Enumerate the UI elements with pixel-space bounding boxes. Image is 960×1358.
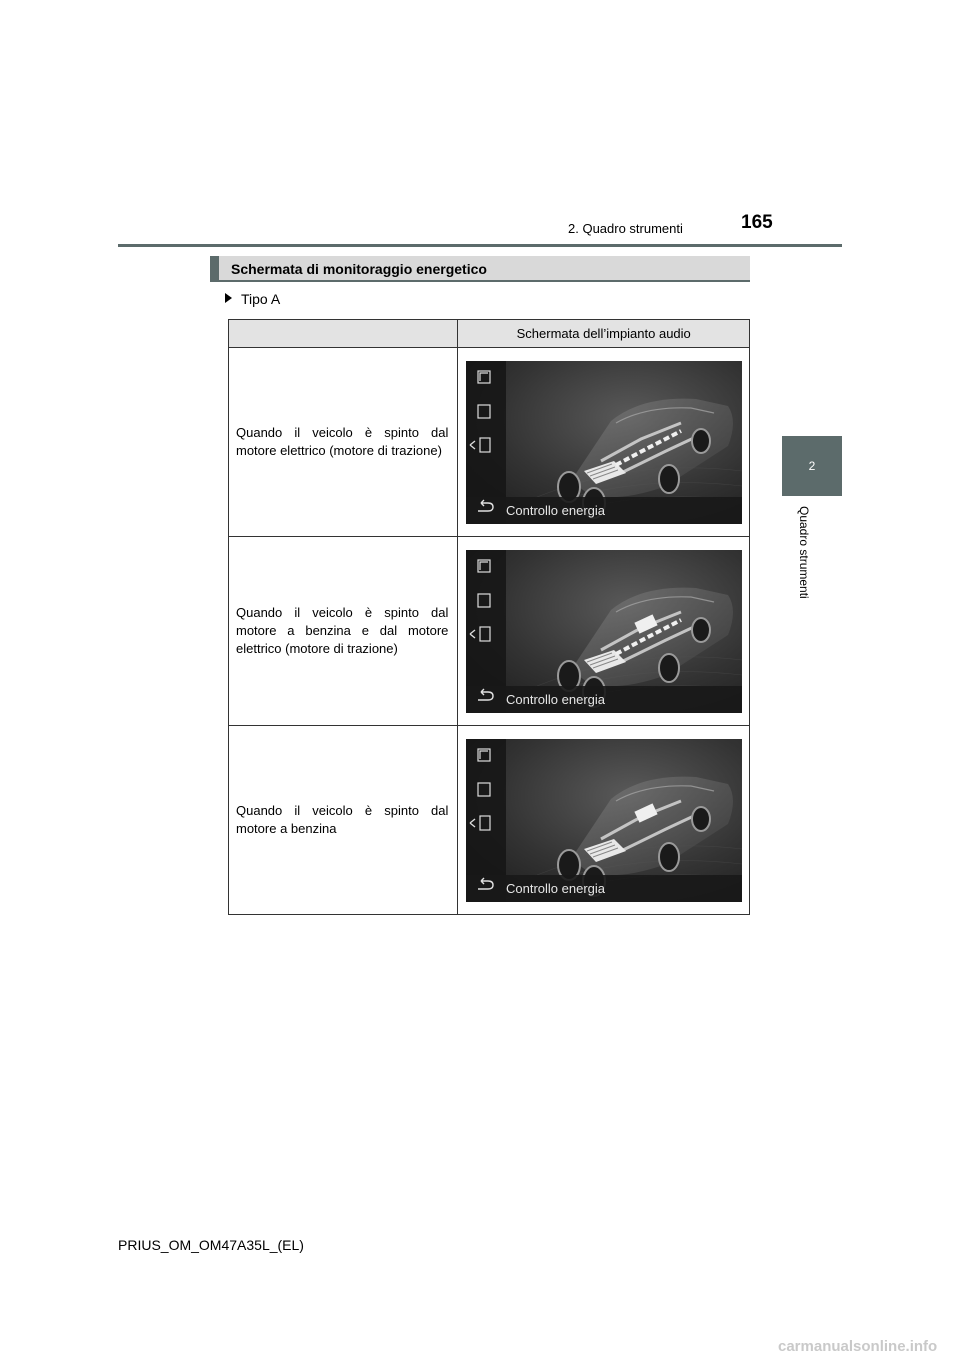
energy-monitor-screen [466, 361, 742, 524]
table-row [229, 726, 750, 915]
row-description: Quando il veicolo è spinto dal motore a benzina [229, 726, 458, 915]
chapter-title: 2. Quadro strumenti [568, 221, 683, 236]
screen-title: Controllo energia [505, 691, 605, 707]
table-row [229, 348, 750, 537]
section-title: Schermata di monitoraggio energetico [231, 261, 487, 277]
table-row [229, 537, 750, 726]
watermark-logo [776, 1333, 960, 1358]
triangle-bullet-icon [225, 293, 232, 303]
screen-cell [458, 726, 750, 915]
screen-cell [458, 537, 750, 726]
bullet-label: Tipo A [241, 291, 281, 307]
empty-header-cell [229, 320, 458, 348]
header-rule [118, 244, 842, 247]
document-code: PRIUS_OM_OM47A35L_(EL) [118, 1237, 304, 1253]
screen-title: Controllo energia [505, 880, 605, 896]
row-description: Quando il veicolo è spinto dal motore elettrico (motore di trazione) [229, 348, 458, 537]
energy-monitor-screen [466, 550, 742, 713]
energy-monitor-screen [466, 739, 742, 902]
watermark-text: carmanualsonline.info [778, 1338, 938, 1355]
screen-illustration [466, 361, 742, 524]
row-description: Quando il veicolo è spinto dal motore a benzina e dal motore elettrico (motore di trazione) [229, 537, 458, 726]
table-header-row [229, 320, 750, 348]
energy-monitor-table [228, 319, 750, 915]
screen-title: Controllo energia [505, 502, 605, 518]
screen-illustration [466, 739, 742, 902]
screen-cell [458, 348, 750, 537]
page-number: 165 [741, 212, 773, 233]
chapter-tab [782, 436, 842, 496]
column-header: Schermata dell’impianto audio [458, 320, 750, 348]
screen-illustration [466, 550, 742, 713]
type-bullet [225, 291, 280, 307]
chapter-tab-number: 2 [808, 459, 816, 473]
section-header [210, 256, 750, 282]
chapter-tab-label: Quadro strumenti [797, 506, 811, 599]
